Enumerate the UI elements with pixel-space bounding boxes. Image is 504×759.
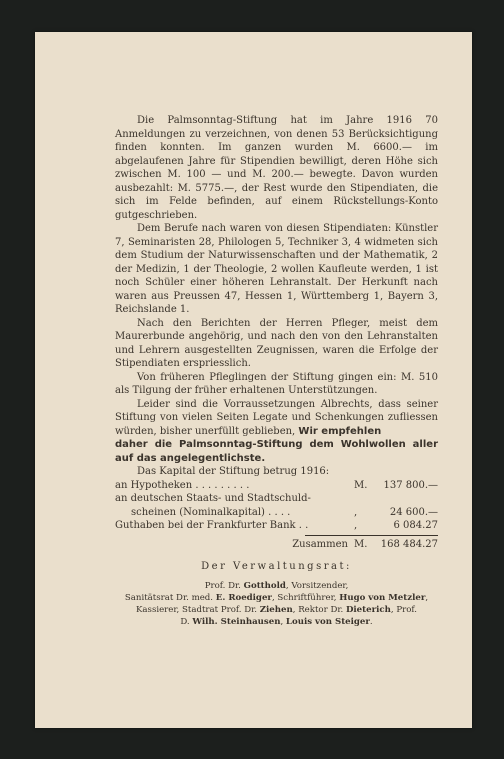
- board-text: , Rektor Dr.: [292, 604, 344, 615]
- capital-amount: 137 800.—: [383, 479, 438, 491]
- board-line-4: [115, 616, 438, 628]
- board-text: , Prof.: [390, 604, 418, 615]
- paragraph-legacies-text: Leider sind die Vorraussetzungen Albrechts, dass seiner Stiftung von vielen Seiten Legate und Schenkungen zufliessen würden, bisher unerfüllt geblieben,: [115, 398, 438, 437]
- capital-row-bank: [115, 519, 438, 533]
- board-text: , Schriftführer,: [271, 592, 337, 603]
- board-member-name: E. Roediger: [215, 592, 272, 603]
- capital-row-total: [115, 538, 438, 552]
- board-line-3: [115, 604, 438, 616]
- capital-label: Guthaben bei der Frankfurter Bank . .: [115, 520, 309, 531]
- paragraph-professions: Dem Berufe nach waren von diesen Stipendiaten: Künstler 7, Seminaristen 28, Philologen 5, Techniker 3, 4 widmeten sich dem Studium der Naturwissenschaften und der Mathematik, 2 der Medizin, 1 der Theologie, 2 wollen Kaufleute werden, 1 ist noch Schüler einer höheren Lehranstalt. Der Herkunft nach waren aus Preussen 47, Hessen 1, Württemberg 1, Bayern 3, Reichslande 1.: [115, 223, 438, 315]
- capital-row-bonds: [115, 506, 438, 520]
- board-text: .: [369, 616, 373, 627]
- paragraph-repayments: Von früheren Pfleglingen der Stiftung gingen ein: M. 510 als Tilgung der früher erhaltenen Unterstützungen.: [115, 371, 438, 396]
- board-text: ,: [280, 616, 284, 627]
- board-member-name: Wilh. Steinhausen: [192, 616, 281, 627]
- capital-row-mortgages: [115, 479, 438, 493]
- recommendation-inline: Wir empfehlen: [298, 425, 382, 437]
- board-text: D.: [180, 616, 190, 627]
- total-currency: M.: [354, 538, 368, 550]
- capital-amount: 24 600.—: [389, 506, 438, 518]
- board-text: ,: [425, 592, 429, 603]
- recommendation-text: daher die Palmsonntag-Stiftung dem Wohlwollen aller auf das angelegentlichste.: [115, 439, 438, 464]
- total-label: Zusammen: [292, 538, 348, 550]
- document-text: [115, 114, 438, 628]
- document-page: [35, 32, 472, 728]
- board-member-name: Louis von Steiger: [285, 616, 370, 627]
- board-text: Sanitätsrat Dr. med.: [124, 592, 214, 603]
- paragraph-report: Die Palmsonntag-Stiftung hat im Jahre 1916 70 Anmeldungen zu verzeichnen, von denen 53 Berücksichtigung finden konnten. Im ganzen wurden M. 6600.— im abgelaufenen Jahre für Stipendien bewilligt, deren Höhe sich zwischen M. 100 — und M. 200.— bewegte. Davon wurden ausbezahlt: M. 5775.—, der Rest wurde den Stipendiaten, die sich im Felde befinden, auf einem Rückstellungs-Konto gutgeschrieben.: [115, 115, 438, 221]
- board-member-name: Hugo von Metzler: [339, 592, 426, 603]
- board-member-name: Ziehen: [259, 604, 293, 615]
- board-line-1: [115, 580, 438, 592]
- capital-amount: 6 084.27: [393, 520, 438, 531]
- board-text: , Vorsitzender,: [285, 580, 349, 591]
- total-amount: 168 484.27: [380, 538, 438, 550]
- capital-heading: Das Kapital der Stiftung betrug 1916:: [137, 466, 330, 477]
- sum-rule: [305, 535, 438, 536]
- capital-currency: M.: [354, 479, 368, 491]
- board-title: Der Verwaltungsrat:: [201, 561, 352, 572]
- board-text: Kassierer, Stadtrat Prof. Dr.: [135, 604, 258, 615]
- board-member-name: Gotthold: [243, 580, 286, 591]
- board-member-name: Dieterich: [345, 604, 391, 615]
- paragraph-reports: Nach den Berichten der Herren Pfleger, meist dem Maurerbunde angehörig, und nach den von den Lehranstalten und Lehrern ausgestellten Zeugnissen, waren die Erfolge der Stipendiaten erspriesslich.: [115, 317, 438, 369]
- capital-label: an Hypotheken . . . . . . . . .: [115, 479, 250, 491]
- board-line-2: [115, 592, 438, 604]
- capital-label: scheinen (Nominalkapital) . . . .: [131, 506, 291, 518]
- capital-row-bonds-heading: [115, 492, 438, 506]
- paragraph-legacies: [115, 398, 438, 439]
- board-text: Prof. Dr.: [204, 580, 241, 591]
- capital-label: an deutschen Staats- und Stadtschuld-: [115, 493, 311, 504]
- capital-currency: ,: [354, 506, 358, 518]
- board-members: [115, 580, 438, 628]
- capital-currency: ,: [354, 520, 358, 531]
